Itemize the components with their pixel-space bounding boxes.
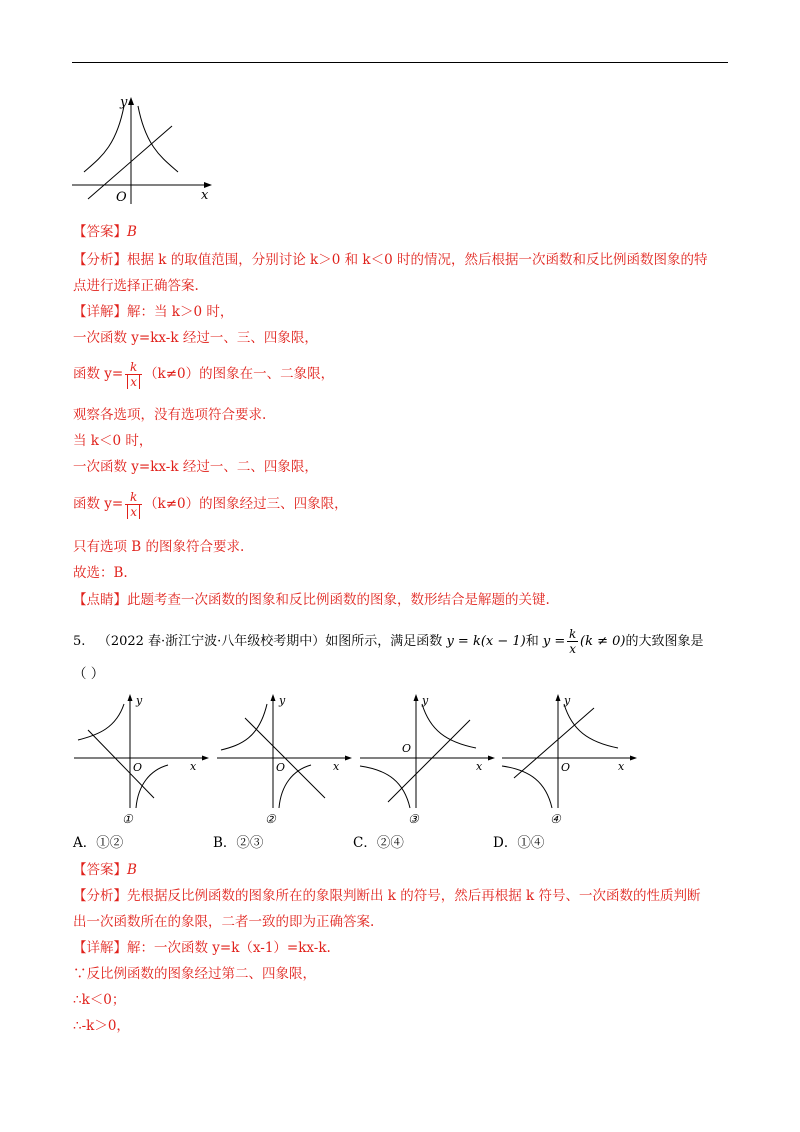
svg-text:x: x xyxy=(618,760,625,773)
svg-text:y: y xyxy=(136,694,143,707)
q5-stem: 5. （2022 春·浙江宁波·八年级校考期中）如图所示，满足函数 y = k(x − 1)和 y = $\frac{k}{x}$ (k ≠ 0)的大致图象是 xyxy=(73,626,704,656)
detail-1-line2: 一次函数 y=kx-k 经过一、三、四象限， xyxy=(73,330,318,346)
origin-label: O xyxy=(116,190,127,205)
detail-2-line4: ∴-k＞0， xyxy=(73,1018,130,1034)
detail-1-line5: 当 k＜0 时， xyxy=(73,433,153,449)
svg-text:y: y xyxy=(279,694,286,707)
option-b[interactable]: B．②③ xyxy=(213,835,264,851)
detail-2-line3: ∴k＜0； xyxy=(73,992,126,1008)
detail-1-line3: 函数 y= $\frac{k}{x}$ （k≠0）的图象在一、二象限， xyxy=(73,359,335,389)
detail-1-line8: 只有选项 B 的图象符合要求. xyxy=(73,539,245,555)
analysis-1-line2: 点进行选择正确答案. xyxy=(73,278,199,294)
fraction-k-over-abs-x: $\frac{k}{x}$ xyxy=(125,360,142,390)
graph-label-3: ③ xyxy=(408,812,419,826)
option-a[interactable]: A．①② xyxy=(73,835,124,851)
detail-1-line6: 一次函数 y=kx-k 经过一、二、四象限， xyxy=(73,459,318,475)
analysis-2-line1: 【分析】先根据反比例函数的图象所在的象限判断出 k 的符号，然后再根据 k 符号、一次函数的性质判断 xyxy=(73,888,701,904)
svg-text:x: x xyxy=(190,760,197,773)
fraction-k-over-abs-x-2: $\frac{k}{x}$ xyxy=(125,490,142,520)
q5-graph-1 xyxy=(72,690,212,830)
svg-text:O: O xyxy=(133,761,143,774)
svg-text:O: O xyxy=(402,742,412,755)
svg-text:O: O xyxy=(561,761,571,774)
detail-1-line4: 观察各选项，没有选项符合要求. xyxy=(73,407,267,423)
detail-1-line7: 函数 y= $\frac{k}{x}$ （k≠0）的图象经过三、四象限， xyxy=(73,489,348,519)
analysis-1-line1: 【分析】根据 k 的取值范围，分别讨论 k＞0 和 k＜0 时的情况，然后根据一次函数和反比例函数图象的特 xyxy=(73,252,708,268)
answer-1: 【答案】B xyxy=(73,224,137,240)
hyperbola-right xyxy=(138,106,178,172)
x-label: x xyxy=(201,188,209,203)
y-arrow xyxy=(128,97,134,105)
detail-1-line1: 【详解】解：当 k＞0 时， xyxy=(73,304,234,320)
graph-label-4: ④ xyxy=(550,812,561,826)
svg-text:x: x xyxy=(333,760,340,773)
graph-label-1: ① xyxy=(122,812,133,826)
q5-paren: （ ） xyxy=(73,666,105,682)
comment-1: 【点睛】此题考查一次函数的图象和反比例函数的图象，数形结合是解题的关键. xyxy=(73,592,550,608)
linear-line xyxy=(88,126,172,199)
detail-1-line9: 故选：B. xyxy=(73,565,128,581)
q5-graph-2 xyxy=(215,690,355,830)
fraction-k-over-x: $\frac{k}{x}$ xyxy=(569,626,577,656)
svg-text:x: x xyxy=(476,760,483,773)
header-rule xyxy=(72,62,728,63)
q5-graph-3 xyxy=(358,690,498,830)
svg-text:y: y xyxy=(422,694,429,707)
graph-label-2: ② xyxy=(265,812,276,826)
svg-text:O: O xyxy=(276,761,286,774)
option-d[interactable]: D．①④ xyxy=(493,835,545,851)
option-c[interactable]: C．②④ xyxy=(353,835,404,851)
analysis-2-line2: 出一次函数所在的象限，二者一致的即为正确答案. xyxy=(73,914,375,930)
detail-2-line1: 【详解】解：一次函数 y=k（x-1）=kx-k. xyxy=(73,940,331,956)
top-graph-figure xyxy=(70,92,215,207)
detail-2-line2: ∵反比例函数的图象经过第二、四象限， xyxy=(73,966,316,982)
svg-text:y: y xyxy=(564,694,571,707)
y-label: y xyxy=(120,95,128,110)
hyperbola-left xyxy=(84,106,124,172)
answer-2: 【答案】B xyxy=(73,862,137,878)
q5-graph-4 xyxy=(500,690,640,830)
